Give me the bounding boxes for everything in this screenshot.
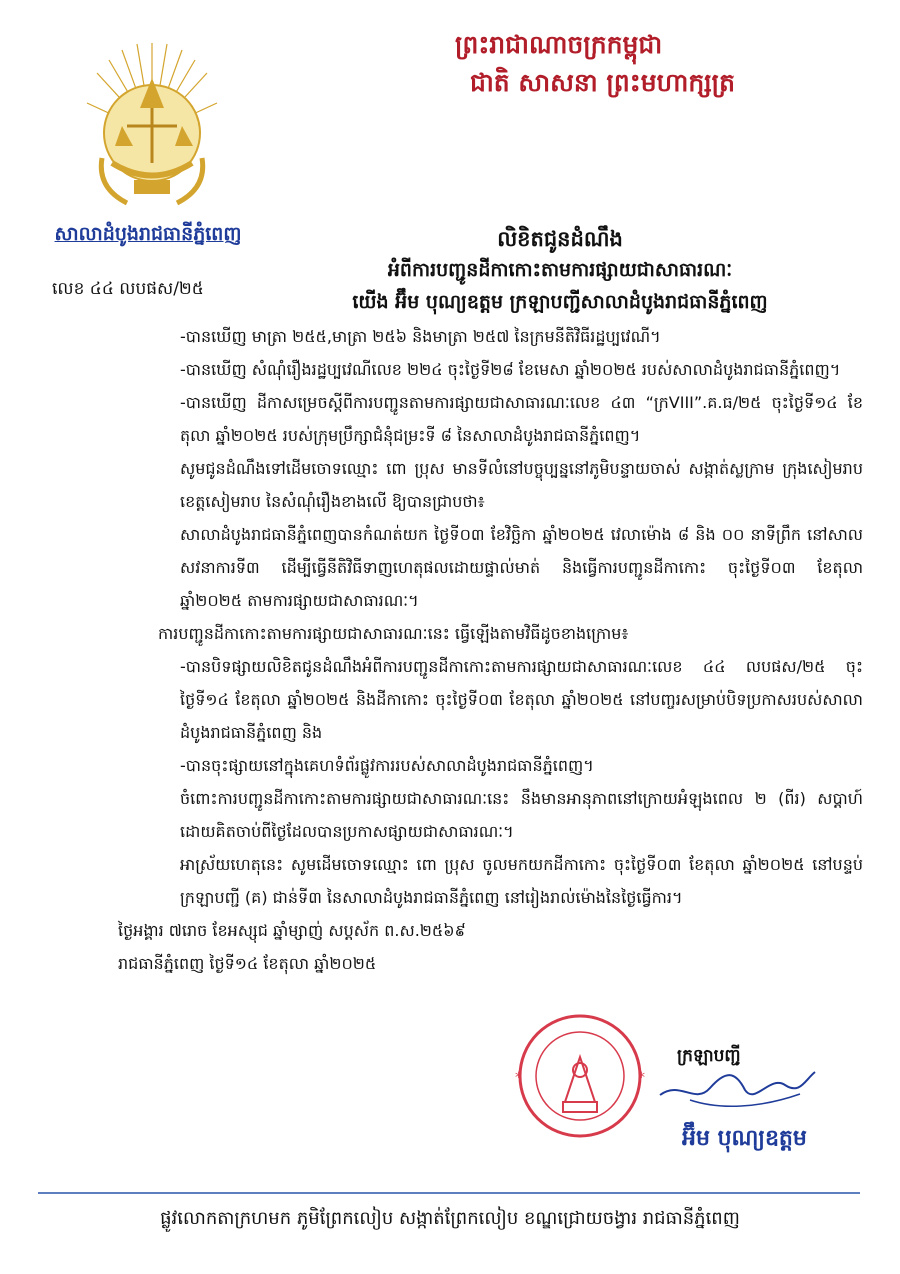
signer-title: ក្រឡាបញ្ជី: [677, 1046, 741, 1066]
official-seal-icon: [495, 1012, 665, 1140]
body-paragraph: -បានបិទផ្សាយលិខិតជូនដំណឹងអំពីការបញ្ជូនដីកាកោះតាមការផ្សាយជាសាធារណៈលេខ ៤៤ លបផស/២៥ ចុះថ្ងៃទី១៤ ខែតុលា ឆ្នាំ២០២៥ និងដីកាកោះ ចុះថ្ងៃទី០៣ ខែតុលា ឆ្នាំ២០២៥ នៅបញ្ចរសម្រាប់បិទប្រកាសរបស់សាលាដំបូងរាជធានីភ្នំពេញ និង: [180, 657, 863, 742]
body-paragraph: -បានឃើញ ដីកាសម្រេចស្តីពីការបញ្ជូនតាមការផ្សាយជាសាធារណៈលេខ ៤៣ “ក្រVIII”.គ.ធ/២៥ ចុះថ្ងៃទី១៤ ខែតុលា ឆ្នាំ២០២៥ របស់ក្រុមប្រឹក្សាជំនុំជម្រះទី ៨ នៃសាលាដំបូងរាជធានីភ្នំពេញ។: [180, 393, 864, 445]
document-subject: អំពីការបញ្ជូនដីកាកោះតាមការផ្សាយជាសាធារណៈ: [387, 259, 733, 281]
court-name: សាលាដំបូងរាជធានីភ្នំពេញ: [54, 223, 242, 245]
motto-header: ជាតិ សាសនា ព្រះមហាក្សត្រ: [470, 68, 735, 97]
svg-text:*: *: [515, 1070, 522, 1086]
body-paragraph: -បានឃើញ សំណុំរឿងរដ្ឋប្បវេណីលេខ ២២៤ ចុះថ្ងៃទី២៨ ខែមេសា ឆ្នាំ២០២៥ របស់សាលាដំបូងរាជធានីភ្នំពេញ។: [180, 360, 841, 379]
body-paragraph: ការបញ្ជូនដីកាកោះតាមការផ្សាយជាសាធារណៈនេះ ធ្វើឡើងតាមវិធីដូចខាងក្រោម៖: [158, 624, 629, 643]
body-paragraph: អាស្រ័យហេតុនេះ សូមដើមចោទឈ្មោះ ពោ ប្រុស ចូលមកយកដីកាកោះ ចុះថ្ងៃទី០៣ ខែតុលា ឆ្នាំ២០២៥ នៅបន្ទប់ក្រឡាបញ្ជី (គ) ជាន់ទី៣ នៃសាលាដំបូងរាជធានីភ្នំពេញ នៅរៀងរាល់ម៉ោងនៃថ្ងៃធ្វើការ។: [180, 855, 863, 907]
body-paragraph: សាលាដំបូងរាជធានីភ្នំពេញបានកំណត់យក ថ្ងៃទី០៣ ខែវិច្ឆិកា ឆ្នាំ២០២៥ វេលាម៉ោង ៨ និង ០០ នាទីព្រឹក នៅសាលសវនាការទី៣ ដើម្បីធ្វើនីតិវិធីទាញហេតុផលដោយផ្ទាល់មាត់ និងធ្វើការបញ្ជូនដីកាកោះ ចុះថ្ងៃទី០៣ ខែតុលា ឆ្នាំ២០២៥ តាមការផ្សាយជាសាធារណៈ។: [180, 525, 863, 610]
document-body: [118, 320, 863, 980]
document-issuer: យើង អ៊ឹម បុណ្យឧត្តម ក្រឡាបញ្ជីសាលាដំបូងរាជធានីភ្នំពេញ: [352, 291, 768, 313]
body-paragraph: -បានឃើញ មាត្រា ២៥៥,មាត្រា ២៥៦ និងមាត្រា ២៥៧ នៃក្រមនីតិវិធីរដ្ឋប្បវេណី។: [180, 327, 661, 346]
kingdom-header: ព្រះរាជាណាចក្រកម្ពុជា: [455, 30, 663, 59]
body-paragraph: សូមជូនដំណឹងទៅដើមចោទឈ្មោះ ពោ ប្រុស មានទីលំនៅបច្ចុប្បន្ននៅភូមិបន្ទាយចាស់ សង្កាត់ស្លក្រាម ក្រុងសៀមរាប ខេត្តសៀមរាប នៃសំណុំរឿងខាងលើ ឱ្យបានជ្រាបថា៖: [180, 459, 863, 511]
svg-text:*: *: [638, 1070, 645, 1086]
document-title: លិខិតជូនដំណឹង: [497, 227, 623, 251]
footer-address: ផ្លូវលោកតាក្រហមក ភូមិព្រែកលៀប សង្កាត់ព្រែកលៀប ខណ្ឌជ្រោយចង្វារ រាជធានីភ្នំពេញ: [160, 1208, 740, 1229]
court-emblem-icon: [82, 38, 222, 216]
body-paragraph: -បានចុះផ្សាយនៅក្នុងគេហទំព័រផ្លូវការរបស់សាលាដំបូងរាជធានីភ្នំពេញ។: [180, 756, 594, 775]
solar-date: រាជធានីភ្នំពេញ ថ្ងៃទី១៤ ខែតុលា ឆ្នាំ២០២៥: [118, 954, 377, 973]
body-paragraph: ចំពោះការបញ្ជូនដីកាកោះតាមការផ្សាយជាសាធារណៈនេះ នឹងមានអានុភាពនៅក្រោយអំឡុងពេល ២ (ពីរ) សប្តាហ៍ ដោយគិតចាប់ពីថ្ងៃដែលបានប្រកាសផ្សាយជាសាធារណៈ។: [180, 789, 863, 841]
signer-name: អ៊ឹម បុណ្យឧត្តម: [682, 1126, 807, 1151]
reference-number: លេខ ៤៤ លបផស/២៥: [52, 279, 204, 299]
footer-divider: [38, 1192, 860, 1194]
lunar-date: ថ្ងៃអង្គារ ៧រោច ខែអស្សុជ ឆ្នាំម្សាញ់ សប្តស័ក ព.ស.២៥៦៩: [118, 921, 466, 940]
